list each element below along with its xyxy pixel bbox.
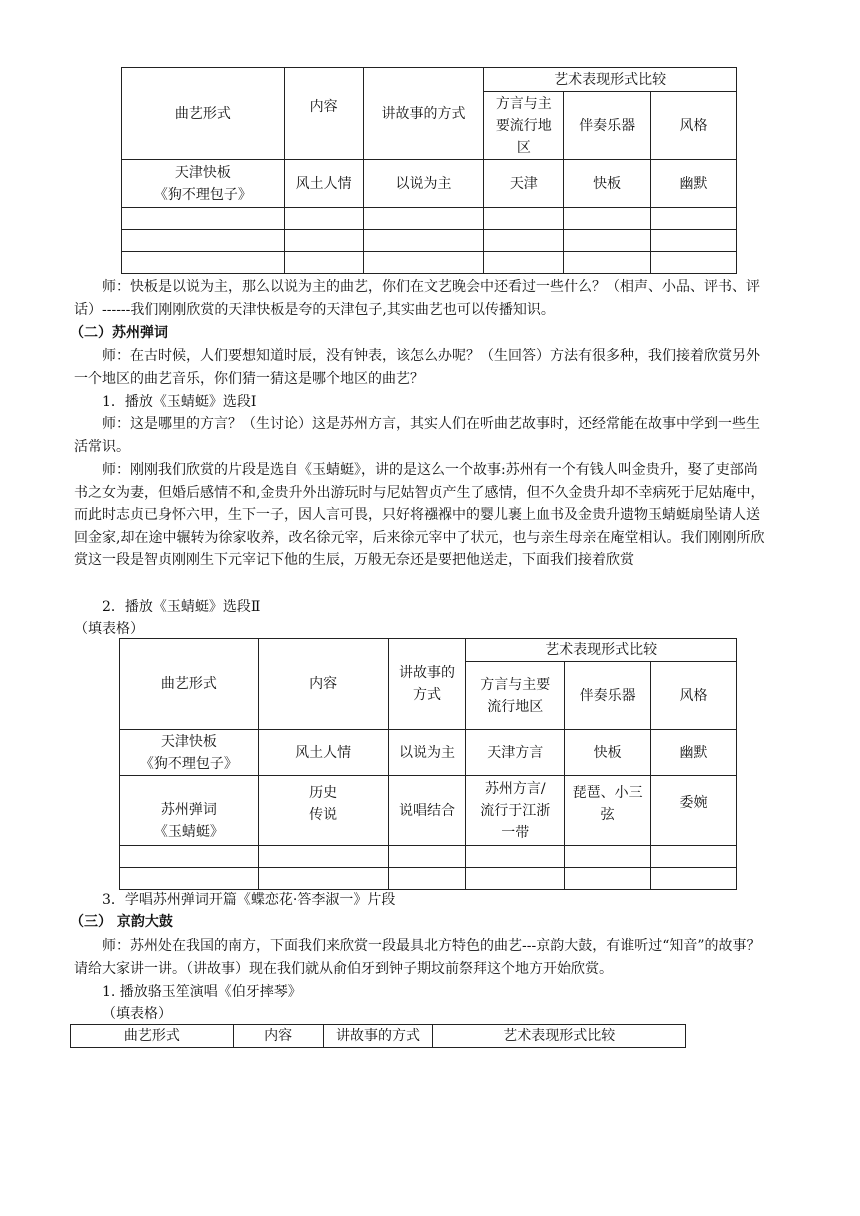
cell-way: 说唱结合	[388, 776, 466, 846]
paragraph: 师：苏州处在我国的南方，下面我们来欣赏一段最具北方特色的曲艺---京韵大鼓，有谁听过“知音”的故事？请给大家讲一讲。（讲故事）现在我们就从俞伯牙到钟子期坟前祭拜这个地方开始欣赏。	[74, 938, 761, 977]
header-instrument: 伴奏乐器	[564, 92, 651, 160]
header-instrument: 伴奏乐器	[565, 662, 651, 730]
header-dialect: 方言与主 要流行地 区	[484, 92, 564, 160]
header-way: 讲故事的方式	[323, 1025, 433, 1048]
cell-content: 历史 传说	[258, 776, 388, 846]
cell-instrument: 快板	[565, 730, 651, 776]
paragraph: 师：刚刚我们欣赏的片段是选自《玉蜻蜓》，讲的是这么一个故事:苏州有一个有钱人叫金贵升，娶了吏部尚书之女为妻，但婚后感情不和,金贵升外出游玩时与尼姑智贞产生了感情，但不久金贵升却不幸病死于尼姑庵中，而此时志贞已身怀六甲，生下一子，因人言可畏，只好将襁褓中的婴儿裹上血书及金贵升遗物玉蜻蜓扇坠请人送回金家,却在途中辗转为徐家收养，改名徐元宰，后来徐元宰中了状元，也与亲生母亲在庵堂相认。我们刚刚所欣赏这一段是智贞刚刚生下元宰记下他的生辰，万般无奈还是要把他送走，下面我们接着欣赏	[74, 462, 765, 568]
section-heading: （三） 京韵大鼓	[70, 914, 173, 930]
comparison-table-3	[70, 1024, 686, 1048]
header-style: 风格	[651, 662, 737, 730]
header-way: 讲故事的 方式	[388, 639, 466, 730]
header-compare: 艺术表现形式比较	[484, 68, 737, 92]
cell-instrument: 琵琶、小三 弦	[565, 776, 651, 846]
header-way: 讲故事的方式	[363, 68, 484, 160]
fill-table-note: （填表格）	[74, 621, 144, 637]
cell-style: 委婉	[651, 776, 737, 846]
cell-style: 幽默	[651, 160, 737, 208]
comparison-table-2	[119, 638, 737, 890]
fill-table-note: （填表格）	[102, 1006, 172, 1022]
header-form: 曲艺形式	[122, 68, 285, 160]
paragraph: 师：这是哪里的方言？（生讨论）这是苏州方言，其实人们在听曲艺故事时，还经常能在故事中学到一些生活常识。	[74, 416, 760, 455]
comparison-table-1	[121, 67, 737, 274]
header-dialect: 方言与主要 流行地区	[466, 662, 565, 730]
header-content: 内容	[258, 639, 388, 730]
header-style: 风格	[651, 92, 737, 160]
cell-way: 以说为主	[388, 730, 466, 776]
list-item: 1. 播放骆玉笙演唱《伯牙摔琴》	[102, 984, 302, 1000]
cell-dialect: 天津方言	[466, 730, 565, 776]
cell-form: 天津快板 《狗不理包子》	[120, 730, 259, 776]
paragraph: 师：在古时候，人们要想知道时辰，没有钟表，该怎么办呢？（生回答）方法有很多种，我们接着欣赏另外一个地区的曲艺音乐，你们猜一猜这是哪个地区的曲艺？	[74, 348, 760, 387]
cell-style: 幽默	[651, 730, 737, 776]
header-content: 内容	[233, 1025, 323, 1048]
empty-row	[122, 252, 737, 274]
empty-row	[122, 230, 737, 252]
cell-content: 风土人情	[258, 730, 388, 776]
header-form: 曲艺形式	[120, 639, 259, 730]
cell-form: 天津快板 《狗不理包子》	[122, 160, 285, 208]
header-content: 内容	[284, 68, 363, 160]
header-compare: 艺术表现形式比较	[466, 639, 737, 662]
cell-way: 以说为主	[363, 160, 484, 208]
cell-content: 风土人情	[284, 160, 363, 208]
cell-dialect: 苏州方言/ 流行于江浙 一带	[466, 776, 565, 846]
empty-row	[122, 208, 737, 230]
cell-dialect: 天津	[484, 160, 564, 208]
cell-instrument: 快板	[564, 160, 651, 208]
header-compare: 艺术表现形式比较	[433, 1025, 686, 1048]
list-item: 2．播放《玉蜻蜓》选段Ⅱ	[102, 599, 261, 615]
cell-form: 苏州弹词 《玉蜻蜓》	[120, 776, 259, 846]
list-item: 1．播放《玉蜻蜓》选段Ⅰ	[102, 394, 257, 410]
header-form: 曲艺形式	[71, 1025, 234, 1048]
paragraph: 师：快板是以说为主，那么以说为主的曲艺，你们在文艺晚会中还看过一些什么？（相声、小品、评书、评话）------我们刚刚欣赏的天津快板是夸的天津包子,其实曲艺也可以传播知识。	[74, 279, 760, 318]
list-item: 3．学唱苏州弹词开篇《蝶恋花·答李淑一》片段	[102, 892, 396, 908]
section-heading: （二）苏州弹词	[70, 325, 168, 341]
empty-row	[120, 846, 737, 868]
empty-row	[120, 868, 737, 890]
